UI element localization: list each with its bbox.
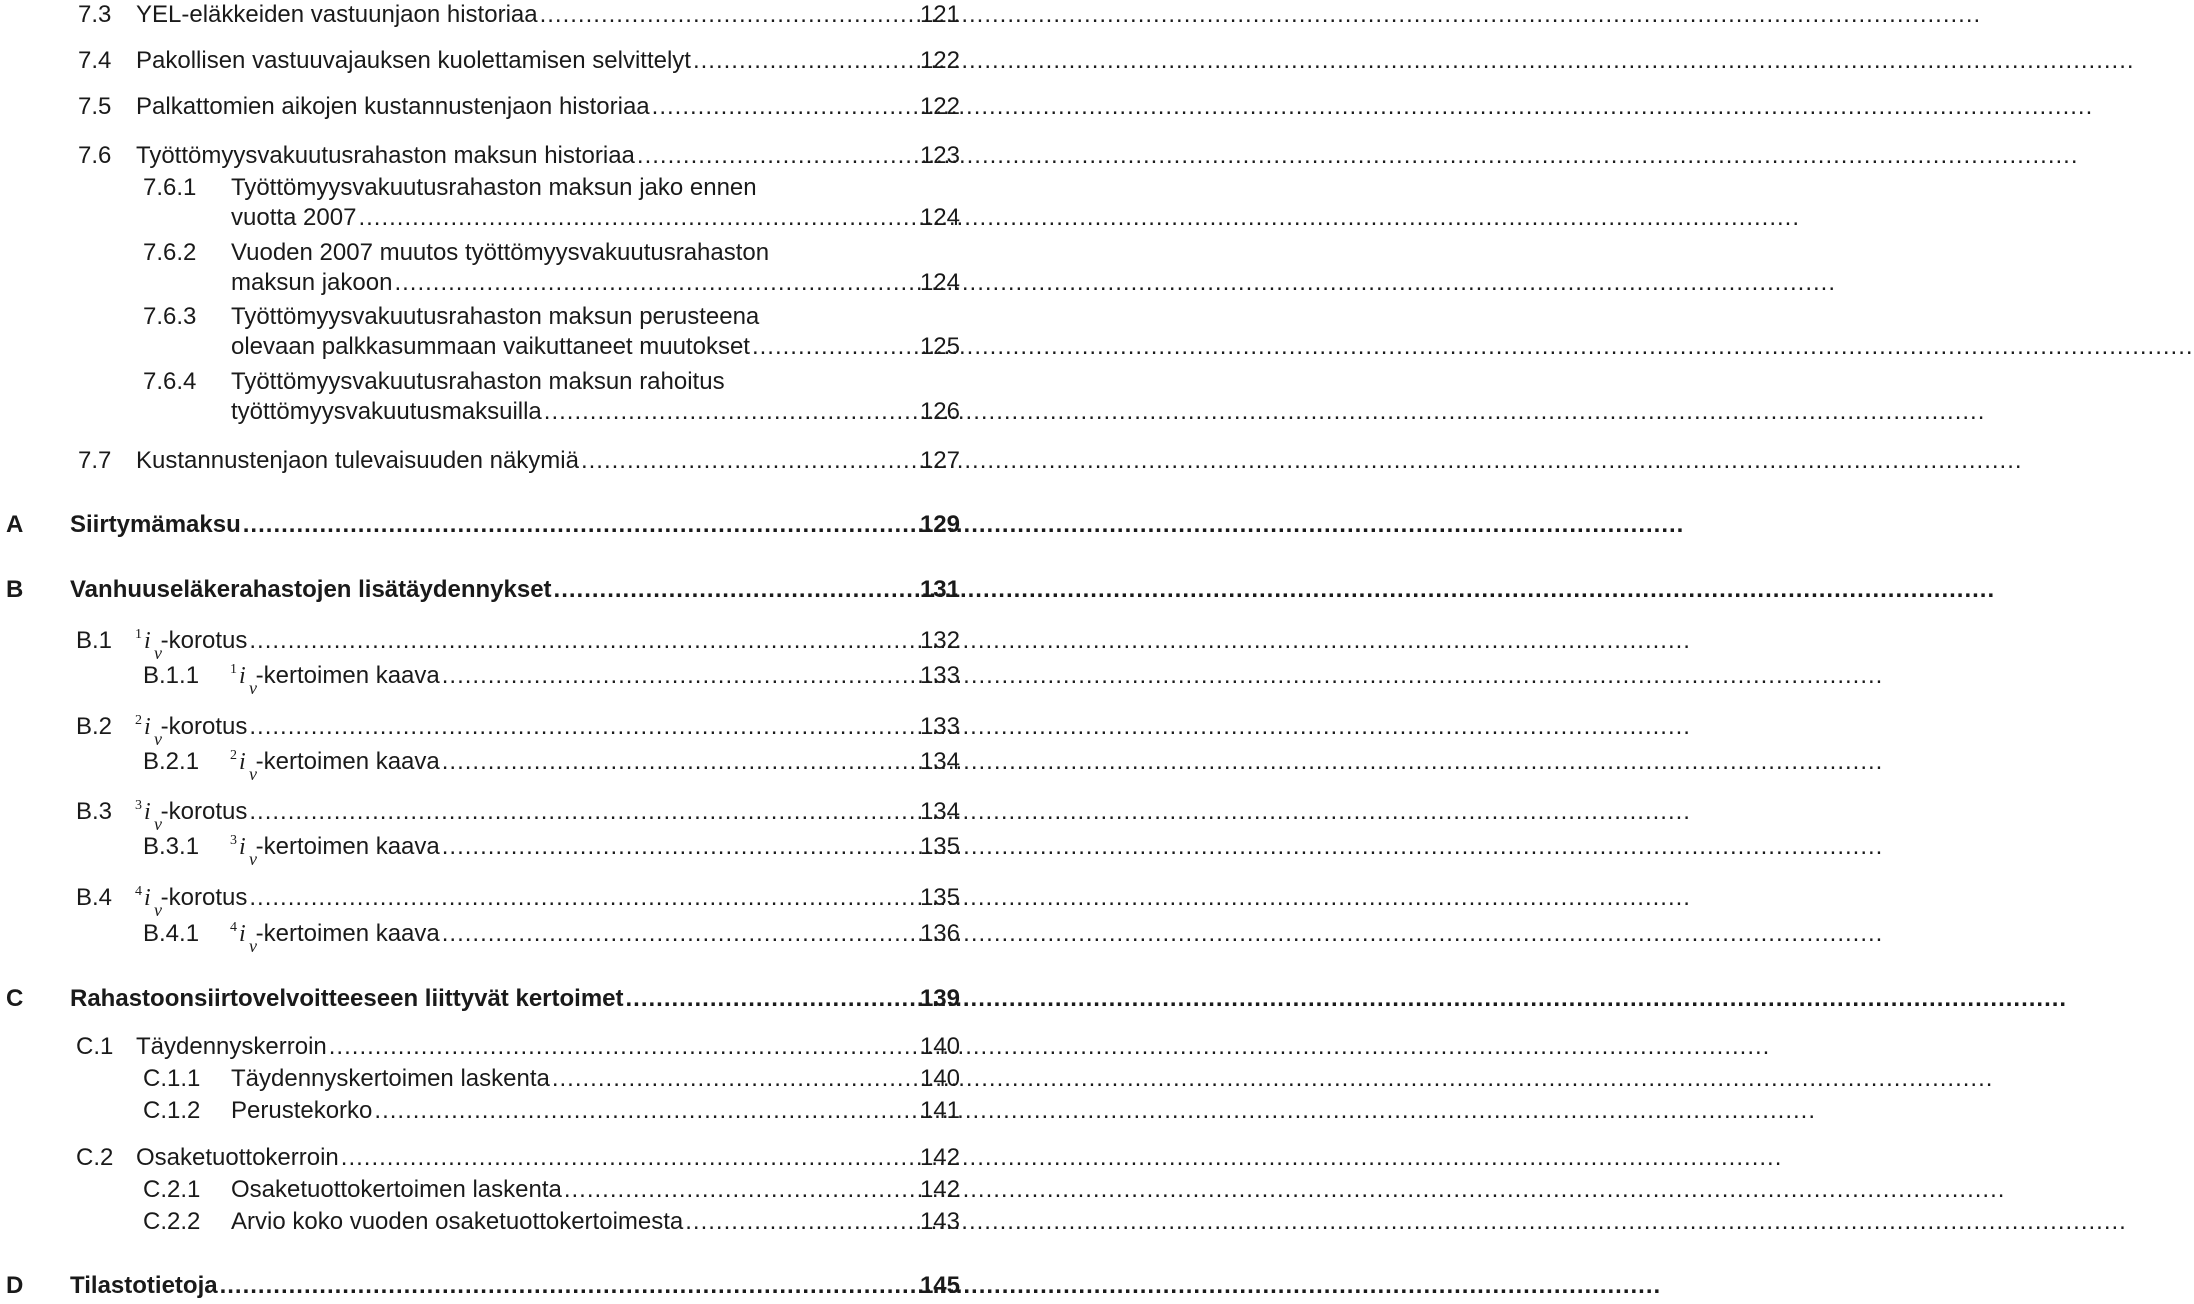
page-number: 145 [919, 1272, 960, 1299]
appendix-letter: D [6, 1272, 24, 1299]
dot-leader [652, 92, 2094, 122]
page-number: 142 [919, 1176, 960, 1203]
toc-entry[interactable] [143, 832, 960, 869]
math-superscript: 2 [230, 748, 237, 763]
entry-number: 7.6.1 [143, 174, 197, 201]
toc-entry[interactable] [76, 797, 960, 834]
entry-number: C.2.2 [143, 1208, 201, 1235]
entry-title: Palkattomien aikojen kustannustenjaon historiaa [136, 93, 650, 120]
math-superscript: 1 [230, 662, 237, 677]
entry-number: 7.4 [78, 47, 112, 74]
math-subscript: v [249, 678, 257, 698]
dot-leader [564, 1175, 2006, 1205]
math-variable: i [144, 628, 151, 654]
entry-title: Arvio koko vuoden osaketuottokertoimesta [231, 1208, 684, 1235]
entry-number: C.1.2 [143, 1097, 201, 1124]
math-variable: i [239, 834, 246, 860]
entry-title: -kertoimen kaava [255, 920, 440, 947]
entry-title: -korotus [160, 713, 248, 740]
appendix-letter: B [6, 576, 24, 603]
entry-number: C.1 [76, 1033, 114, 1060]
entry-title: -korotus [160, 627, 248, 654]
math-subscript: v [154, 900, 162, 920]
math-superscript: 4 [135, 884, 142, 899]
math-symbol [135, 626, 162, 663]
entry-number: 7.7 [78, 447, 112, 474]
math-superscript: 3 [135, 798, 142, 813]
toc-entry[interactable] [143, 302, 960, 362]
math-symbol [135, 883, 162, 920]
dot-leader [540, 0, 1982, 30]
toc-entry[interactable] [143, 661, 960, 698]
dot-leader [442, 832, 1884, 862]
dot-leader [442, 661, 1884, 691]
page-number: 136 [919, 920, 960, 947]
entry-title: Osaketuottokertoimen laskenta [231, 1176, 562, 1203]
math-symbol [230, 747, 257, 784]
toc-appendix-entry[interactable] [6, 984, 960, 1014]
toc-entry[interactable] [143, 1064, 960, 1094]
math-symbol [230, 661, 257, 698]
dot-leader [752, 332, 2194, 362]
dot-leader [626, 984, 2068, 1014]
dot-leader [554, 575, 1996, 605]
page-number: 134 [919, 798, 960, 825]
dot-leader [329, 1032, 1771, 1062]
toc-entry[interactable] [143, 173, 960, 233]
math-variable: i [239, 749, 246, 775]
math-variable: i [144, 714, 151, 740]
math-variable: i [144, 885, 151, 911]
dot-leader [249, 883, 1691, 913]
entry-number: 7.6.3 [143, 303, 197, 330]
toc-entry[interactable] [78, 141, 960, 171]
entry-title: -kertoimen kaava [255, 662, 440, 689]
dot-leader [249, 712, 1691, 742]
page-number: 122 [919, 93, 960, 120]
dot-leader [358, 203, 1800, 233]
entry-number: 7.6.2 [143, 239, 197, 266]
toc-entry[interactable] [78, 446, 960, 476]
entry-title-line1: Työttömyysvakuutusrahaston maksun jako ennen [231, 174, 757, 201]
toc-entry[interactable] [76, 1143, 960, 1173]
toc-appendix-entry[interactable] [6, 575, 960, 605]
toc-entry[interactable] [143, 1096, 960, 1126]
math-symbol [230, 832, 257, 869]
entry-title: Täydennyskertoimen laskenta [231, 1065, 550, 1092]
math-subscript: v [154, 729, 162, 749]
toc-entry[interactable] [76, 626, 960, 663]
math-superscript: 2 [135, 713, 142, 728]
toc-entry[interactable] [143, 1207, 960, 1237]
page-number: 143 [919, 1208, 960, 1235]
entry-number: B.4 [76, 884, 113, 911]
page-number: 131 [919, 576, 960, 603]
entry-title-line1: Työttömyysvakuutusrahaston maksun rahoitus [231, 368, 725, 395]
entry-title: Pakollisen vastuuvajauksen kuolettamisen selvittelyt [136, 47, 691, 74]
entry-number: C.2.1 [143, 1176, 201, 1203]
page-number: 122 [919, 47, 960, 74]
entry-number: B.2 [76, 713, 113, 740]
entry-title: Perustekorko [231, 1097, 373, 1124]
dot-leader [637, 141, 2079, 171]
entry-title: Vanhuuseläkerahastojen lisätäydennykset [70, 576, 552, 603]
entry-number: C.1.1 [143, 1065, 201, 1092]
toc-entry[interactable] [143, 367, 960, 427]
toc-entry[interactable] [76, 883, 960, 920]
entry-number: B.1.1 [143, 662, 200, 689]
page-number: 124 [919, 204, 960, 231]
toc-entry[interactable] [76, 712, 960, 749]
page-number: 133 [919, 662, 960, 689]
entry-title: YEL-eläkkeiden vastuunjaon historiaa [136, 1, 538, 28]
entry-number: C.2 [76, 1144, 114, 1171]
dot-leader [544, 397, 1986, 427]
math-symbol [135, 797, 162, 834]
math-subscript: v [154, 814, 162, 834]
math-variable: i [239, 663, 246, 689]
page-number: 140 [919, 1065, 960, 1092]
entry-title-line1: Työttömyysvakuutusrahaston maksun perusteena [231, 303, 760, 330]
entry-title: -kertoimen kaava [255, 833, 440, 860]
page-number: 142 [919, 1144, 960, 1171]
toc-entry[interactable] [78, 0, 960, 30]
toc-entry[interactable] [143, 919, 960, 956]
page-number: 141 [919, 1097, 960, 1124]
entry-title: Kustannustenjaon tulevaisuuden näkymiä [136, 447, 579, 474]
page-number: 134 [919, 748, 960, 775]
page-number: 126 [919, 398, 960, 425]
math-subscript: v [249, 936, 257, 956]
entry-title-line2: vuotta 2007 [231, 204, 357, 231]
dot-leader [249, 626, 1691, 656]
entry-title: -korotus [160, 798, 248, 825]
page-number: 135 [919, 884, 960, 911]
entry-title-line2: maksun jakoon [231, 269, 393, 296]
entry-number: B.3.1 [143, 833, 200, 860]
dot-leader [693, 46, 2135, 76]
math-variable: i [239, 921, 246, 947]
toc-entry[interactable] [143, 1175, 960, 1205]
page-number: 123 [919, 142, 960, 169]
entry-title-line1: Vuoden 2007 muutos työttömyysvakuutusrahaston [231, 239, 770, 266]
dot-leader [249, 797, 1691, 827]
math-subscript: v [249, 849, 257, 869]
toc-entry[interactable] [78, 92, 960, 122]
dot-leader [374, 1096, 1816, 1126]
dot-leader [341, 1143, 1783, 1173]
entry-title: -kertoimen kaava [255, 748, 440, 775]
entry-number: 7.5 [78, 93, 112, 120]
page-number: 125 [919, 333, 960, 360]
math-superscript: 1 [135, 627, 142, 642]
entry-title: -korotus [160, 884, 248, 911]
math-symbol [230, 919, 257, 956]
entry-number: B.1 [76, 627, 113, 654]
dot-leader [394, 268, 1836, 298]
page-number: 139 [919, 985, 960, 1012]
entry-number: 7.3 [78, 1, 112, 28]
math-variable: i [144, 799, 151, 825]
page-number: 135 [919, 833, 960, 860]
entry-number: B.4.1 [143, 920, 200, 947]
entry-title: Osaketuottokerroin [136, 1144, 339, 1171]
entry-number: 7.6.4 [143, 368, 197, 395]
page-number: 132 [919, 627, 960, 654]
dot-leader [442, 747, 1884, 777]
entry-number: B.3 [76, 798, 113, 825]
math-superscript: 4 [230, 920, 237, 935]
page-number: 140 [919, 1033, 960, 1060]
appendix-letter: A [6, 511, 24, 538]
toc-appendix-entry[interactable] [6, 1271, 960, 1301]
entry-title: Työttömyysvakuutusrahaston maksun historiaa [136, 142, 635, 169]
entry-title-line2: olevaan palkkasummaan vaikuttaneet muutokset [231, 333, 750, 360]
page-number: 124 [919, 269, 960, 296]
entry-number: B.2.1 [143, 748, 200, 775]
entry-title: Täydennyskerroin [136, 1033, 327, 1060]
toc-entry[interactable] [143, 747, 960, 784]
page-number: 129 [919, 511, 960, 538]
appendix-letter: C [6, 985, 24, 1012]
dot-leader [442, 919, 1884, 949]
entry-title: Tilastotietoja [70, 1272, 218, 1299]
entry-title: Rahastoonsiirtovelvoitteeseen liittyvät kertoimet [70, 985, 624, 1012]
dot-leader [581, 446, 2023, 476]
toc-entry[interactable] [78, 46, 960, 76]
page-number: 133 [919, 713, 960, 740]
page-number: 121 [919, 1, 960, 28]
math-subscript: v [154, 643, 162, 663]
math-symbol [135, 712, 162, 749]
page-number: 127 [919, 447, 960, 474]
entry-number: 7.6 [78, 142, 112, 169]
toc-entry[interactable] [143, 238, 960, 298]
dot-leader [685, 1207, 2127, 1237]
entry-title: Siirtymämaksu [70, 511, 241, 538]
toc-entry[interactable] [76, 1032, 960, 1062]
dot-leader [243, 510, 1685, 540]
toc-appendix-entry[interactable] [6, 510, 960, 540]
dot-leader [552, 1064, 1994, 1094]
math-subscript: v [249, 764, 257, 784]
entry-title-line2: työttömyysvakuutusmaksuilla [231, 398, 542, 425]
math-superscript: 3 [230, 833, 237, 848]
